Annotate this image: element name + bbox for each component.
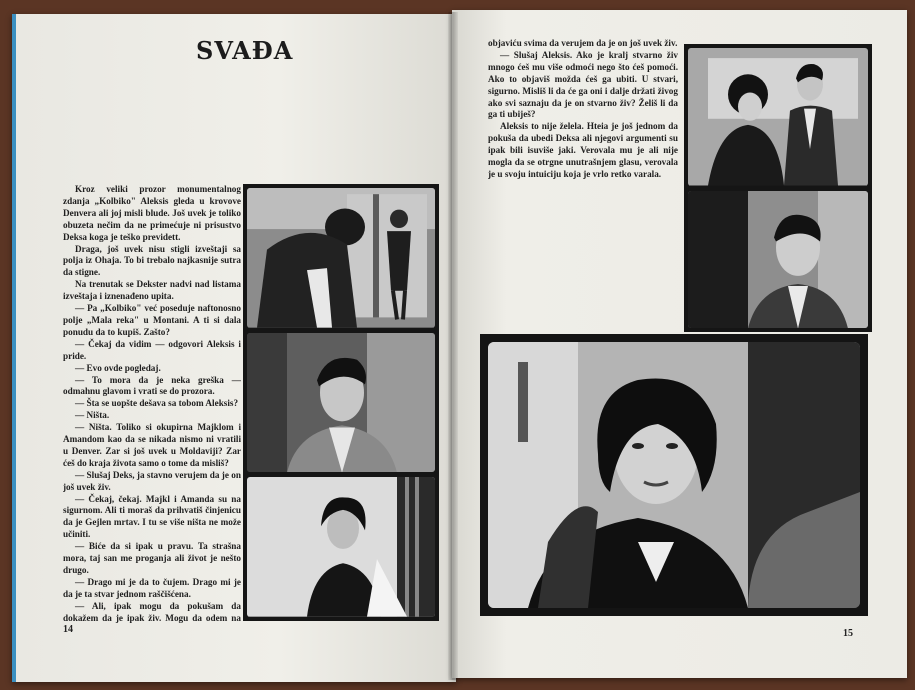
paragraph: — Ništa. xyxy=(75,410,110,421)
tv-still-woman-portrait xyxy=(247,477,435,617)
paragraph: Draga, još uvek nisu stigli izveštaji sa polja iz Ohaja. To bi trebalo najkasnije sutra da stigne. xyxy=(63,243,241,278)
tv-still-two-figures xyxy=(247,188,435,328)
paragraph: objaviću svima da verujem da je on još uvek živ. xyxy=(488,38,678,48)
paragraph: — Drago mi je da to čujem. Drago mi je da je ta stvar jednom raščišćena. xyxy=(63,576,241,599)
paragraph: Na trenutak se Dekster nadvi nad listama izveštaja i iznenađeno upita. xyxy=(63,279,241,302)
paragraph: — Šta se uopšte dešava sa tobom Aleksis? xyxy=(75,398,239,409)
paragraph: — Biće da si ipak u pravu. Ta strašna mora, taj san me proganja ali život je nešto drugo. xyxy=(63,541,241,575)
photo-strip-left xyxy=(243,184,439,621)
paragraph: — Čekaj, čekaj. Majkl i Amanda su na sigurnom. Ali ti moraš da prihvatiš činjenicu da je Gejlen mrtav. I tu se više ništa ne može učiniti. xyxy=(63,493,241,540)
paragraph: — Čekaj da vidim — odgovori Aleksis i pride. xyxy=(63,338,241,361)
tv-still-man-closeup xyxy=(688,191,868,329)
paragraph: — Ništa. Toliko si okupirna Majklom i Amandom kao da se nikada nismo ni vratili u Denver. Zar si još uvek u Moldaviji? Zar ćeš do kraja života samo o tome da misliš? xyxy=(63,422,241,468)
paragraph: — Slušaj Deks, ja stavno verujem da je on još uvek živ. xyxy=(63,469,241,492)
paragraph: — Pa „Kolbiko" već poseduje naftonosno polje „Mala reka" u Montani. A ti si dala ponudu da to kupiš. Zašto? xyxy=(63,303,241,337)
tv-still-man-portrait xyxy=(247,333,435,473)
paragraph: — Ali, ipak mogu da pokušam da dokažem da je ipak živ. Mogu da odem na xyxy=(63,600,241,623)
page-number-right: 15 xyxy=(843,628,853,639)
large-tv-still-woman xyxy=(480,334,868,616)
tv-still-couple xyxy=(688,48,868,186)
page-number-left: 14 xyxy=(63,624,73,635)
paragraph: — Evo ovde pogledaj. xyxy=(75,362,161,373)
left-text-column xyxy=(63,184,241,624)
photo-strip-right xyxy=(684,44,872,332)
right-text-column xyxy=(488,38,678,198)
paragraph: — To mora da je neka greška — odmahnu glavom i vrati se do prozora. xyxy=(63,374,241,397)
paragraph: Aleksis to nije želela. Hteia je još jednom da pokuša da ubedi Deksa ali njegovi argumenti su ipak bili isuviše jaki. Verovala mu je ali nije mogla da se otrgne unutrašnjem glasu, verovala je u svoju intuiciju koja je vrlo retko varala. xyxy=(488,121,678,179)
article-title: SVAĐA xyxy=(196,36,294,65)
page-gutter xyxy=(448,12,458,680)
paragraph: Kroz veliki prozor monumentalnog zdanja „Kolbiko" Aleksis gleda u krovove Denvera ali joj misli blude. Još uvek je toliko obuzeta nečim da ne primećuje ni prisustvo Deksa koga je teško previdett. xyxy=(63,184,241,242)
paragraph: — Slušaj Aleksis. Ako je kralj stvarno živ mnogo ćeš mu više odmoći nego što ćeš pomoći. Ako to objaviš možda ćeš ga ubiti. U stvari, sigurno. Misliš li da će ga oni i dalje držati živog ako svi saznaju da je on stvarno živ? Želiš li da ga ti ubiješ? xyxy=(488,49,678,120)
tv-still-woman-closeup xyxy=(488,342,860,608)
